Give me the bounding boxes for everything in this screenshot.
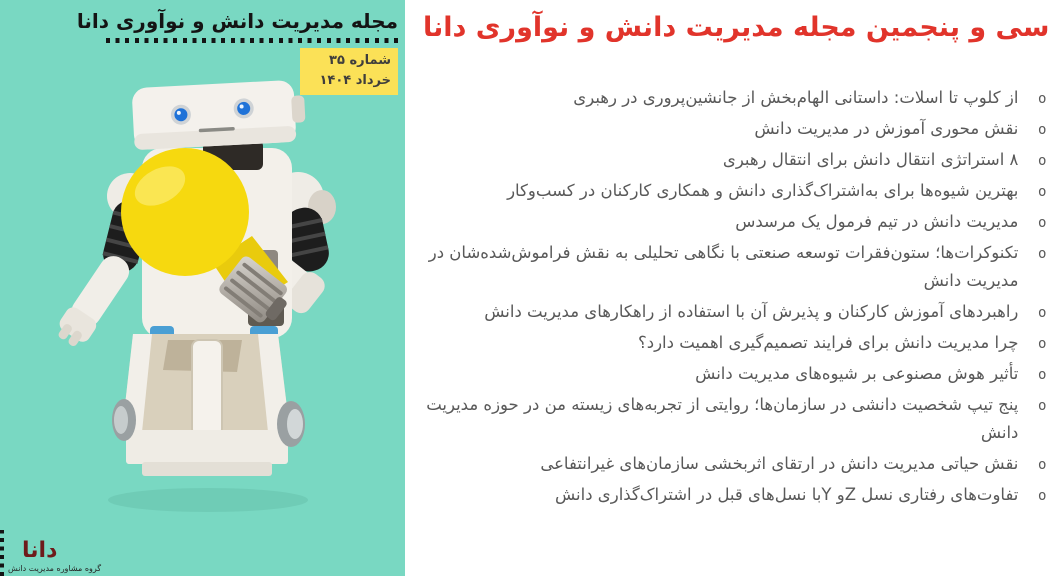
logo-tagline: گروه مشاوره مدیریت دانش (8, 564, 102, 573)
list-item (423, 481, 1049, 509)
list-item (423, 239, 1049, 295)
article-title: تأثیر هوش مصنوعی بر شیوه‌های مدیریت دانش (695, 364, 1019, 383)
dana-logo (0, 539, 101, 574)
list-item (423, 329, 1049, 357)
issue-badge (300, 48, 398, 95)
list-item (423, 115, 1049, 143)
content-area (405, 0, 1063, 576)
list-item (423, 84, 1049, 112)
bullet-icon: o (1037, 215, 1047, 231)
article-title: راهبردهای آموزش کارکنان و پذیرش آن با استفاده از راهکارهای مدیریت دانش (484, 302, 1019, 321)
panel-header (10, 6, 398, 43)
article-title: تکنوکرات‌ها؛ ستون‌فقرات توسعه صنعتی با نگاهی تحلیلی به نقش فراموش‌شده‌شان در مدیریت دانش (428, 243, 1019, 290)
bullet-icon: o (1037, 246, 1047, 262)
bullet-icon: o (1037, 398, 1047, 414)
list-item (423, 177, 1049, 205)
article-title: تفاوت‌های رفتاری نسل Zو Yبا نسل‌های قبل در اشتراک‌گذاری دانش (555, 485, 1019, 504)
bullet-icon: o (1037, 457, 1047, 473)
article-title: ۸ استراتژی انتقال دانش برای انتقال رهبری (722, 150, 1019, 169)
left-photo-panel (0, 0, 405, 576)
article-title: نقش محوری آموزش در مدیریت دانش (754, 119, 1019, 138)
list-item (423, 450, 1049, 478)
list-item (423, 360, 1049, 388)
panel-header-title: مجله مدیریت دانش و نوآوری دانا (76, 9, 398, 33)
page-title: سی و پنجمین مجله مدیریت دانش و نوآوری دانا (423, 12, 1050, 43)
article-list (423, 84, 1049, 509)
list-item (423, 391, 1049, 447)
article-title: مدیریت دانش در تیم فرمول یک مرسدس (735, 212, 1019, 231)
bullet-icon: o (1037, 336, 1047, 352)
dotted-divider (105, 38, 398, 43)
bullet-icon: o (1037, 488, 1047, 504)
list-item (423, 298, 1049, 326)
list-item (423, 146, 1049, 174)
bullet-icon: o (1037, 367, 1047, 383)
article-title: از کلوپ تا اسلات: داستانی الهام‌بخش از جانشین‌پروری در رهبری (573, 88, 1019, 107)
issue-number: شماره ۳۵ (329, 53, 391, 68)
article-title: نقش حیاتی مدیریت دانش در ارتقای اثربخشی سازمان‌های غیرانتفاعی (540, 454, 1019, 473)
logo-wordmark: دانا (22, 538, 58, 563)
bullet-icon: o (1037, 91, 1047, 107)
article-title: بهترین شیوه‌ها برای به‌اشتراک‌گذاری دانش و همکاری کارکنان در کسب‌وکار (507, 181, 1019, 200)
bullet-icon: o (1037, 184, 1047, 200)
bullet-icon: o (1037, 153, 1047, 169)
article-title: پنج تیپ شخصیت دانشی در سازمان‌ها؛ روایتی از تجربه‌های زیسته من در حوزه مدیریت دانش (426, 395, 1019, 442)
bullet-icon: o (1037, 122, 1047, 138)
issue-date: خرداد ۱۴۰۴ (319, 73, 391, 88)
list-item (423, 208, 1049, 236)
bullet-icon: o (1037, 305, 1047, 321)
article-title: چرا مدیریت دانش برای فرایند تصمیم‌گیری اهمیت دارد؟ (637, 333, 1019, 352)
